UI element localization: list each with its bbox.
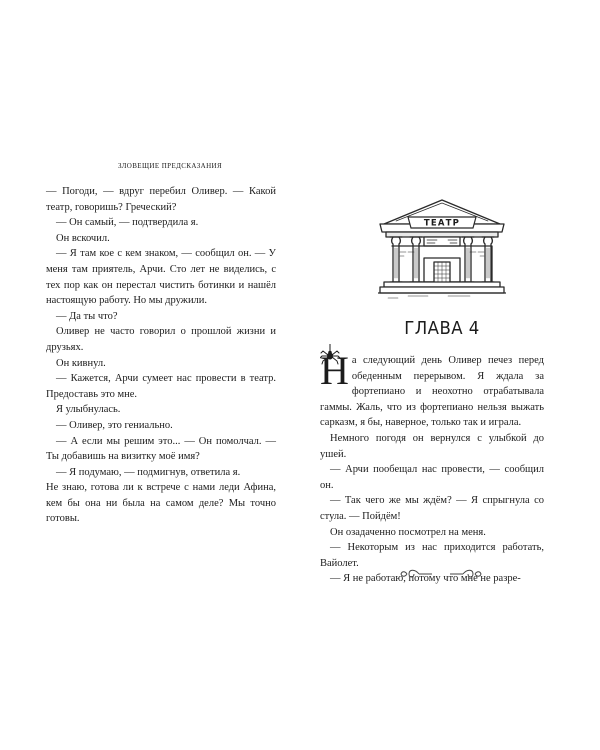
right-page xyxy=(300,0,600,750)
paragraph: — Он самый, — подтвердила я. xyxy=(56,217,199,229)
page-footer-ornament xyxy=(399,562,483,586)
paragraph: Он вскочил. xyxy=(56,232,110,244)
paragraph: — Я подумаю, — подмигнув, ответила я. xyxy=(56,466,241,478)
theatre-building-drawing xyxy=(378,196,506,300)
paragraph: Немного погодя он вернулся с улыбкой до ушей. xyxy=(320,432,544,460)
paragraph: — А если мы решим это... — Он помолчал. — Ты добавишь на визитку моё имя? xyxy=(46,435,276,463)
paragraph: Он кивнул. xyxy=(56,357,106,369)
paragraph: — Оливер, это гениально. xyxy=(56,419,173,431)
paragraph: — Да ты что? xyxy=(56,310,118,322)
right-flourish-icon xyxy=(449,567,483,581)
chapter-opening-paragraph xyxy=(320,348,544,431)
drop-cap: Н xyxy=(320,348,349,393)
paragraph: — Арчи пообещал нас провести, — сообщил он. xyxy=(320,464,544,491)
paragraph: — Некоторым из нас приходится работать, Вайолет. xyxy=(320,542,544,569)
right-text-column xyxy=(320,348,544,587)
paragraph: — Так чего же мы ждём? — Я спрыгнула со стула. — Пойдём! xyxy=(320,495,544,522)
paragraph: Он озадаченно посмотрел на меня. xyxy=(330,526,486,538)
paragraph: Я улыбнулась. xyxy=(56,404,121,416)
paragraph: — Я не работаю, потому что мне не разре- xyxy=(330,573,521,585)
paragraph: — Погоди, — вдруг перебил Оливер. — Какой театр, говоришь? Греческий? xyxy=(46,186,276,213)
paragraph: — Я там кое с кем знаком, — сообщил он. — У меня там приятель, Арчи. Сто лет не виделись, с тех пор как он перестал чистить ботинки и нашёл настоящую работу. Но мы дружили. xyxy=(46,248,276,307)
paragraph: — Кажется, Арчи сумеет нас провести в театр. Предоставь это мне. xyxy=(46,373,276,400)
running-head: ЗЛОВЕЩИЕ ПРЕДСКАЗАНИЯ xyxy=(118,162,223,170)
theatre-sign xyxy=(408,217,476,229)
sign-label: ТЕАТР xyxy=(423,218,461,229)
paragraph: Не знаю, готова ли к встрече с нами леди Афина, кем бы она ни была на самом деле? Мы точно готовы. xyxy=(46,482,276,525)
paragraph-text: а следующий день Оливер печез перед обеденным перерывом. Я ждала за фортепиано и неохотно отрабатывала гаммы. Жаль, что из фортепиано нельзя выжать сарказм, я бы, наверное, только так и играла. xyxy=(320,355,544,429)
left-flourish-icon xyxy=(399,567,433,581)
paragraph: Оливер не часто говорил о прошлой жизни и друзьях. xyxy=(46,326,276,353)
chapter-title: ГЛАВА 4 xyxy=(404,318,480,339)
left-text-column xyxy=(46,184,276,527)
